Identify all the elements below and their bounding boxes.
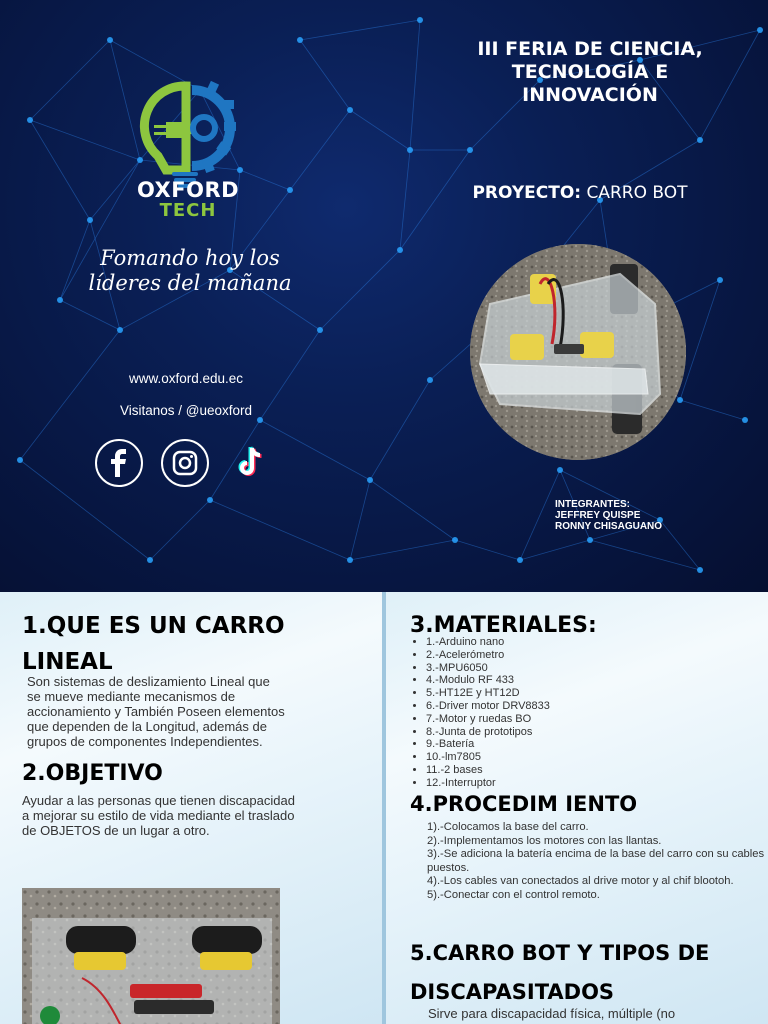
network-line <box>410 20 420 150</box>
what-is-text: Son sistemas de deslizamiento Lineal que se mueve mediante mecanismos de accionamiento y También Poseen elementos que dependen de la Longitud, además de grupos de componentes Independientes. <box>27 674 285 749</box>
network-node <box>117 327 123 333</box>
network-line <box>20 330 120 460</box>
instagram-icon[interactable] <box>161 439 209 487</box>
network-node <box>317 327 323 333</box>
brand-subname: TECH <box>159 200 217 221</box>
material-item: • 10.-lm7805 <box>426 751 726 764</box>
network-line <box>210 500 350 560</box>
material-item: • 8.-Junta de prototipos <box>426 726 726 739</box>
procedure-step: 2).-Implementamos los motores con las llantas. <box>427 834 662 847</box>
network-line <box>260 420 370 480</box>
network-line <box>350 110 410 150</box>
material-item: • 12.-Interruptor <box>426 777 726 790</box>
section-heading-materials: 3.MATERIALES: <box>410 613 597 638</box>
heading-line: 1.QUE ES UN CARRO <box>22 613 285 639</box>
network-node <box>87 217 93 223</box>
procedure-step: 1).-Colocamos la base del carro. <box>427 821 589 833</box>
procedure-steps <box>427 821 767 902</box>
car-photo <box>470 244 686 460</box>
section-heading-disabilities <box>410 934 709 1012</box>
material-item: • 11.-2 bases <box>426 764 726 777</box>
procedure-step: 3).-Se adiciona la batería encima de la base del carro con su cables puestos. <box>427 848 765 874</box>
procedure-step: 5).-Conectar con el control remoto. <box>427 888 600 901</box>
network-node <box>557 467 563 473</box>
network-node <box>347 107 353 113</box>
robot-photo <box>22 888 280 1024</box>
disabilities-text: Sirve para discapacidad física, múltiple (no <box>428 1006 676 1021</box>
network-node <box>17 457 23 463</box>
section-heading-what-is <box>22 608 285 680</box>
network-line <box>590 540 700 570</box>
facebook-icon[interactable] <box>95 439 143 487</box>
network-node <box>397 247 403 253</box>
network-node <box>287 187 293 193</box>
fair-title-line: TECNOLOGÍA E <box>511 61 669 83</box>
project-line <box>440 183 720 203</box>
right-panel <box>386 592 768 1024</box>
material-item: • 1.-Arduino nano <box>426 636 726 649</box>
network-node <box>697 567 703 573</box>
heading-line: DISCAPASITADOS <box>410 980 615 1004</box>
network-node <box>367 477 373 483</box>
member-name: JEFFREY QUISPE <box>555 510 641 521</box>
brand-name: OXFORD <box>136 178 240 202</box>
network-line <box>520 470 560 560</box>
left-panel <box>0 592 382 1024</box>
network-node <box>757 27 763 33</box>
member-name: RONNY CHISAGUANO <box>555 521 663 532</box>
material-item: • 4.-Modulo RF 433 <box>426 674 726 687</box>
network-line <box>150 500 210 560</box>
network-node <box>347 557 353 563</box>
tiktok-icon[interactable] <box>227 439 275 487</box>
network-line <box>370 480 455 540</box>
material-item: • 5.-HT12E y HT12D <box>426 687 726 700</box>
network-node <box>697 137 703 143</box>
network-line <box>300 40 350 110</box>
section-heading-objective: 2.OBJETIVO <box>22 761 163 786</box>
network-line <box>680 280 720 400</box>
network-line <box>660 520 700 570</box>
network-node <box>452 537 458 543</box>
material-item: • 7.-Motor y ruedas BO <box>426 713 726 726</box>
objective-text: Ayudar a las personas que tienen discapacidad a mejorar su estilo de vida mediante el traslado de OBJETOS de un lugar a otro. <box>22 793 295 838</box>
network-line <box>400 150 410 250</box>
network-node <box>467 147 473 153</box>
procedure-step: 4).-Los cables van conectados al drive motor y al chif blootoh. <box>427 875 734 887</box>
material-item: • 2.-Acelerómetro <box>426 649 726 662</box>
network-line <box>350 480 370 560</box>
section-heading-procedure: 4.PROCEDIM IENTO <box>410 792 638 816</box>
fair-title-line: III FERIA DE CIENCIA, <box>477 38 703 60</box>
fair-title <box>430 38 750 107</box>
network-line <box>350 540 455 560</box>
network-node <box>57 297 63 303</box>
website-link[interactable]: www.oxford.edu.ec <box>128 371 244 386</box>
network-line <box>30 120 90 220</box>
network-line <box>290 110 350 190</box>
heading-line: 5.CARRO BOT Y TIPOS DE <box>410 941 710 965</box>
network-line <box>520 540 590 560</box>
network-node <box>742 417 748 423</box>
network-line <box>455 540 520 560</box>
network-node <box>587 537 593 543</box>
material-item: • 3.-MPU6050 <box>426 662 726 675</box>
social-handle: Visitanos / @ueoxford <box>119 403 253 418</box>
network-node <box>417 17 423 23</box>
network-node <box>407 147 413 153</box>
fair-title-line: INNOVACIÓN <box>522 84 658 106</box>
network-node <box>517 557 523 563</box>
materials-list <box>426 636 726 790</box>
material-item: • 6.-Driver motor DRV8833 <box>426 700 726 713</box>
network-node <box>27 117 33 123</box>
project-name: CARRO BOT <box>586 183 688 203</box>
network-node <box>147 557 153 563</box>
network-line <box>30 40 110 120</box>
network-node <box>107 37 113 43</box>
network-node <box>427 377 433 383</box>
network-node <box>677 397 683 403</box>
slogan: Fomando hoy los líderes del mañana <box>88 246 292 295</box>
heading-line: LINEAL <box>22 649 113 675</box>
network-node <box>207 497 213 503</box>
network-line <box>320 250 400 330</box>
network-node <box>717 277 723 283</box>
material-item: • 9.-Batería <box>426 738 726 751</box>
network-line <box>60 300 120 330</box>
network-line <box>680 400 745 420</box>
members-heading: INTEGRANTES: <box>555 499 630 510</box>
project-label: PROYECTO: <box>472 183 582 203</box>
network-line <box>370 380 430 480</box>
network-line <box>300 20 420 40</box>
network-node <box>297 37 303 43</box>
